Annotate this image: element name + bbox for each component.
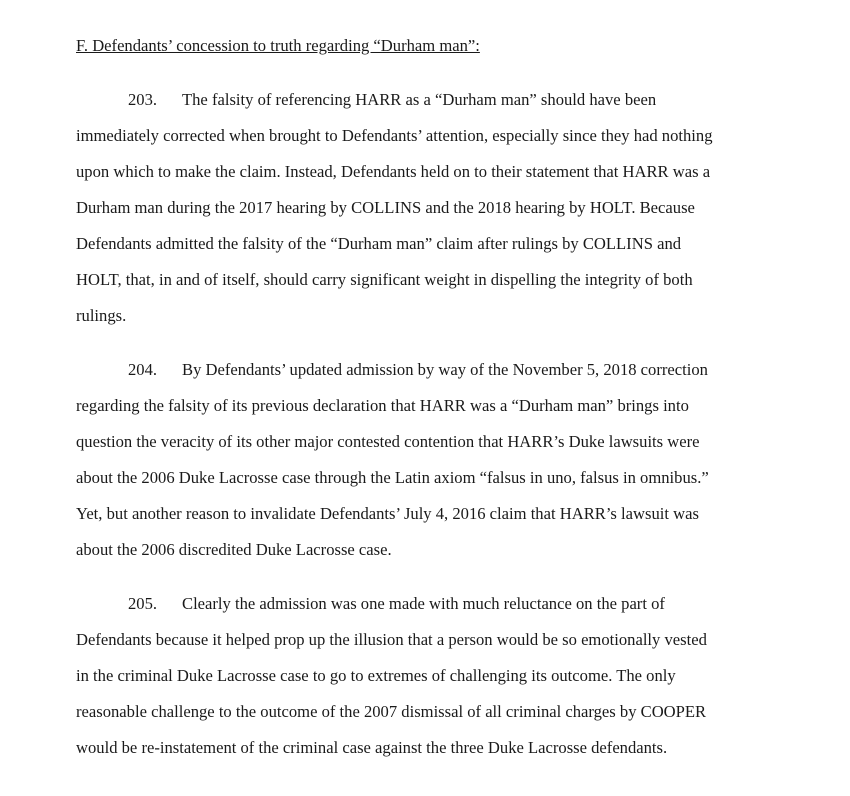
paragraph-line: Yet, but another reason to invalidate Defendants’ July 4, 2016 claim that HARR’s lawsuit was: [76, 504, 699, 523]
paragraph-line: reasonable challenge to the outcome of the 2007 dismissal of all criminal charges by COOPER: [76, 702, 707, 721]
paragraph-line: immediately corrected when brought to Defendants’ attention, especially since they had nothing: [76, 126, 713, 145]
paragraph-number: 205.: [128, 594, 158, 613]
paragraph-line: 205. Clearly the admission was one made with much reluctance on the part of: [128, 594, 665, 613]
paragraph-line: upon which to make the claim. Instead, Defendants held on to their statement that HARR was a: [76, 162, 711, 181]
paragraph-number: 204.: [128, 360, 158, 379]
paragraph-line: regarding the falsity of its previous declaration that HARR was a “Durham man” brings into: [76, 396, 689, 415]
paragraph-line: would be re-instatement of the criminal case against the three Duke Lacrosse defendants.: [76, 738, 668, 757]
paragraph-line: about the 2006 Duke Lacrosse case through the Latin axiom “falsus in uno, falsus in omnibus.”: [76, 468, 709, 487]
paragraph-line: 204. By Defendants’ updated admission by way of the November 5, 2018 correction: [128, 360, 708, 379]
paragraph-line: Defendants because it helped prop up the illusion that a person would be so emotionally vested: [76, 630, 707, 649]
paragraph-line: about the 2006 discredited Duke Lacrosse case.: [76, 540, 392, 559]
paragraph-line: question the veracity of its other major contested contention that HARR’s Duke lawsuits were: [76, 432, 700, 451]
paragraph-line: Durham man during the 2017 hearing by COLLINS and the 2018 hearing by HOLT. Because: [76, 198, 695, 217]
section-heading: F. Defendants’ concession to truth regarding “Durham man”:: [76, 36, 480, 55]
paragraph-line: rulings.: [76, 306, 127, 325]
paragraph-line: in the criminal Duke Lacrosse case to go to extremes of challenging its outcome. The only: [76, 666, 676, 685]
paragraph-line: 203. The falsity of referencing HARR as a “Durham man” should have been: [128, 90, 657, 109]
paragraph-number: 203.: [128, 90, 158, 109]
paragraph-line: HOLT, that, in and of itself, should carry significant weight in dispelling the integrity of both: [76, 270, 693, 289]
paragraph-line: Defendants admitted the falsity of the “Durham man” claim after rulings by COLLINS and: [76, 234, 682, 253]
